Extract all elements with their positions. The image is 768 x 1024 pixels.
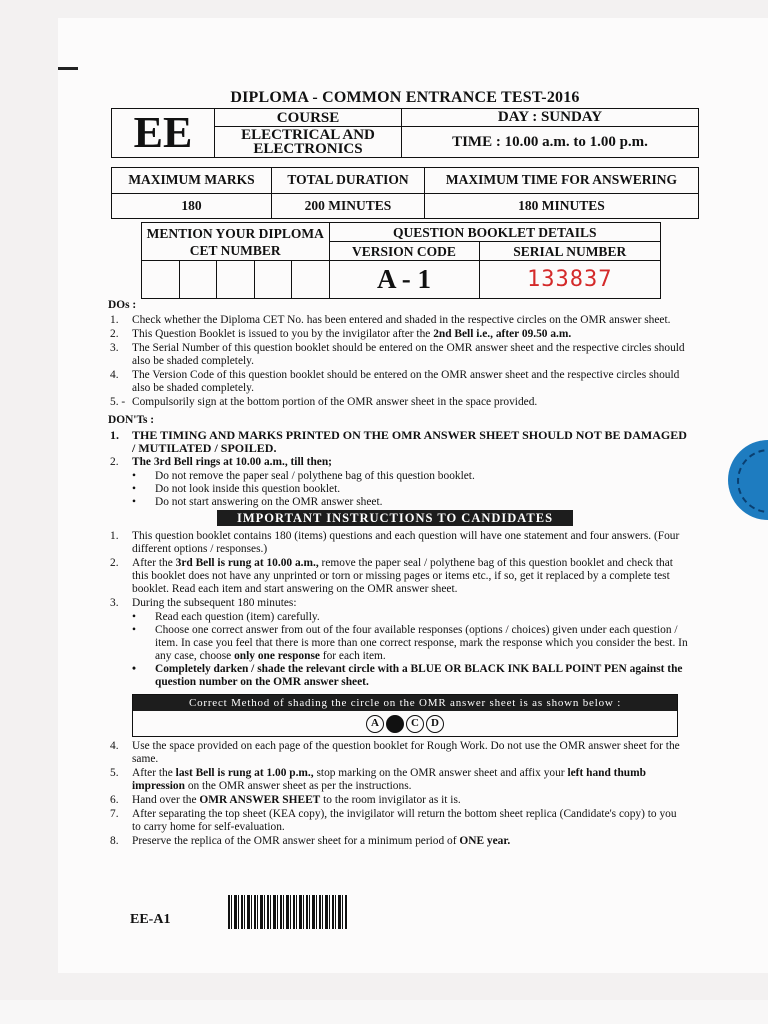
dos-item: 4. The Version Code of this question booklet should be entered on the OMR answer sheet and the respective circles should also be shaded completely. (110, 369, 680, 394)
dos-item: 5. - Compulsorily sign at the bottom portion of the OMR answer sheet in the space provided. (110, 396, 538, 408)
omr-circle-filled (386, 715, 404, 733)
omr-circle-d: D (426, 715, 444, 733)
omr-shading-title: Correct Method of shading the circle on the OMR answer sheet is as shown below : (133, 695, 677, 711)
instruction-item: 5. After the last Bell is rung at 1.00 p.m., stop marking on the OMR answer sheet and affix your left hand thumb impression on the OMR answer sheet as per the instructions. (110, 767, 646, 792)
version-code: A - 1 (329, 261, 479, 299)
max-time-header: MAXIMUM TIME FOR ANSWERING (425, 168, 699, 194)
donts-bullet: • Do not remove the paper seal / polythene bag of this question booklet. (110, 470, 688, 483)
dos-heading: DOs : (108, 299, 137, 311)
donts-heading: DON'Ts : (108, 414, 155, 426)
dos-item: 3. The Serial Number of this question booklet should be entered on the OMR answer sheet and the respective circles should also be shaded completely. (110, 342, 685, 367)
exam-time: TIME : 10.00 a.m. to 1.00 p.m. (402, 127, 699, 158)
omr-circle-a: A (366, 715, 384, 733)
instructions-body (110, 296, 688, 849)
booklet-details-label: QUESTION BOOKLET DETAILS (329, 223, 661, 242)
donts-item: 1. THE TIMING AND MARKS PRINTED ON THE OMR ANSWER SHEET SHOULD NOT BE DAMAGED / MUTILATED / SPOILED. (110, 428, 687, 455)
barcode (228, 895, 348, 929)
serial-number: 133837 (479, 261, 661, 299)
punch-mark (58, 67, 78, 70)
course-label: COURSE (215, 109, 402, 127)
instruction-bullet: • Choose one correct answer from out of the four available responses (options / choices) given under each question / item. In case you feel that there is more than one correct response, mark the response which you consider the best. In any case, choose only one response for each item. (110, 624, 688, 663)
booklet-code: EE-A1 (130, 912, 171, 927)
exam-title: DIPLOMA - COMMON ENTRANCE TEST-2016 (230, 89, 580, 106)
omr-circle-c: C (406, 715, 424, 733)
instruction-bullet: • Completely darken / shade the relevant circle with a BLUE OR BLACK INK BALL POINT PEN against the question number on the OMR answer sheet. (110, 663, 688, 689)
cet-digit-box[interactable] (142, 261, 180, 299)
course-name: ELECTRICAL AND ELECTRONICS (215, 127, 402, 158)
important-instructions-banner: IMPORTANT INSTRUCTIONS TO CANDIDATES (217, 510, 573, 526)
dos-item: 2. This Question Booklet is issued to you by the invigilator after the 2nd Bell i.e., after 09.50 a.m. (110, 328, 572, 340)
donts-item: 2. The 3rd Bell rings at 10.00 a.m., till then; (110, 456, 332, 468)
instruction-bullet: • Read each question (item) carefully. (110, 611, 688, 624)
instruction-item: 1. This question booklet contains 180 (items) questions and each question will have one statement and four answers. (Four different options / responses.) (110, 530, 680, 555)
cet-digit-box[interactable] (292, 261, 330, 299)
dos-item: 1. Check whether the Diploma CET No. has been entered and shaded in the respective circles on the OMR answer sheet. (110, 314, 671, 326)
omr-shading-example (132, 694, 678, 737)
total-duration-header: TOTAL DURATION (272, 168, 425, 194)
cet-digit-box[interactable] (254, 261, 292, 299)
instruction-item: 6. Hand over the OMR ANSWER SHEET to the room invigilator as it is. (110, 794, 461, 806)
instruction-item: 2. After the 3rd Bell is rung at 10.00 a.m., remove the paper seal / polythene bag of this question booklet and check that this booklet does not have any unprinted or torn or missing pages or items etc., if so, get it replaced by a complete test booklet. Read each item and start answering on the OMR answer sheet. (110, 557, 673, 595)
exam-day: DAY : SUNDAY (402, 109, 699, 127)
booklet-details-table (141, 222, 661, 299)
mention-cet-number-label: MENTION YOUR DIPLOMA CET NUMBER (142, 223, 330, 261)
course-table (111, 108, 699, 158)
instruction-item: 7. After separating the top sheet (KEA copy), the invigilator will return the bottom sheet replica (Candidate's copy) to you to carry home for self-evaluation. (110, 808, 677, 833)
page-bottom-strip (0, 1000, 768, 1024)
max-marks-header: MAXIMUM MARKS (112, 168, 272, 194)
donts-bullet: • Do not start answering on the OMR answer sheet. (110, 496, 688, 509)
version-code-label: VERSION CODE (329, 242, 479, 261)
donts-bullet: • Do not look inside this question booklet. (110, 483, 688, 496)
serial-number-label: SERIAL NUMBER (479, 242, 661, 261)
marks-table (111, 167, 699, 219)
instruction-item: 4. Use the space provided on each page of the question booklet for Rough Work. Do not use the OMR answer sheet for the same. (110, 740, 680, 765)
course-code: EE (112, 109, 215, 158)
max-marks-value: 180 (112, 193, 272, 219)
max-time-value: 180 MINUTES (425, 193, 699, 219)
total-duration-value: 200 MINUTES (272, 193, 425, 219)
instruction-item: 8. Preserve the replica of the OMR answer sheet for a minimum period of ONE year. (110, 835, 511, 847)
instruction-item: 3. During the subsequent 180 minutes: (110, 597, 297, 609)
omr-circles-row (133, 711, 677, 736)
cet-digit-box[interactable] (179, 261, 217, 299)
cet-digit-box[interactable] (217, 261, 255, 299)
